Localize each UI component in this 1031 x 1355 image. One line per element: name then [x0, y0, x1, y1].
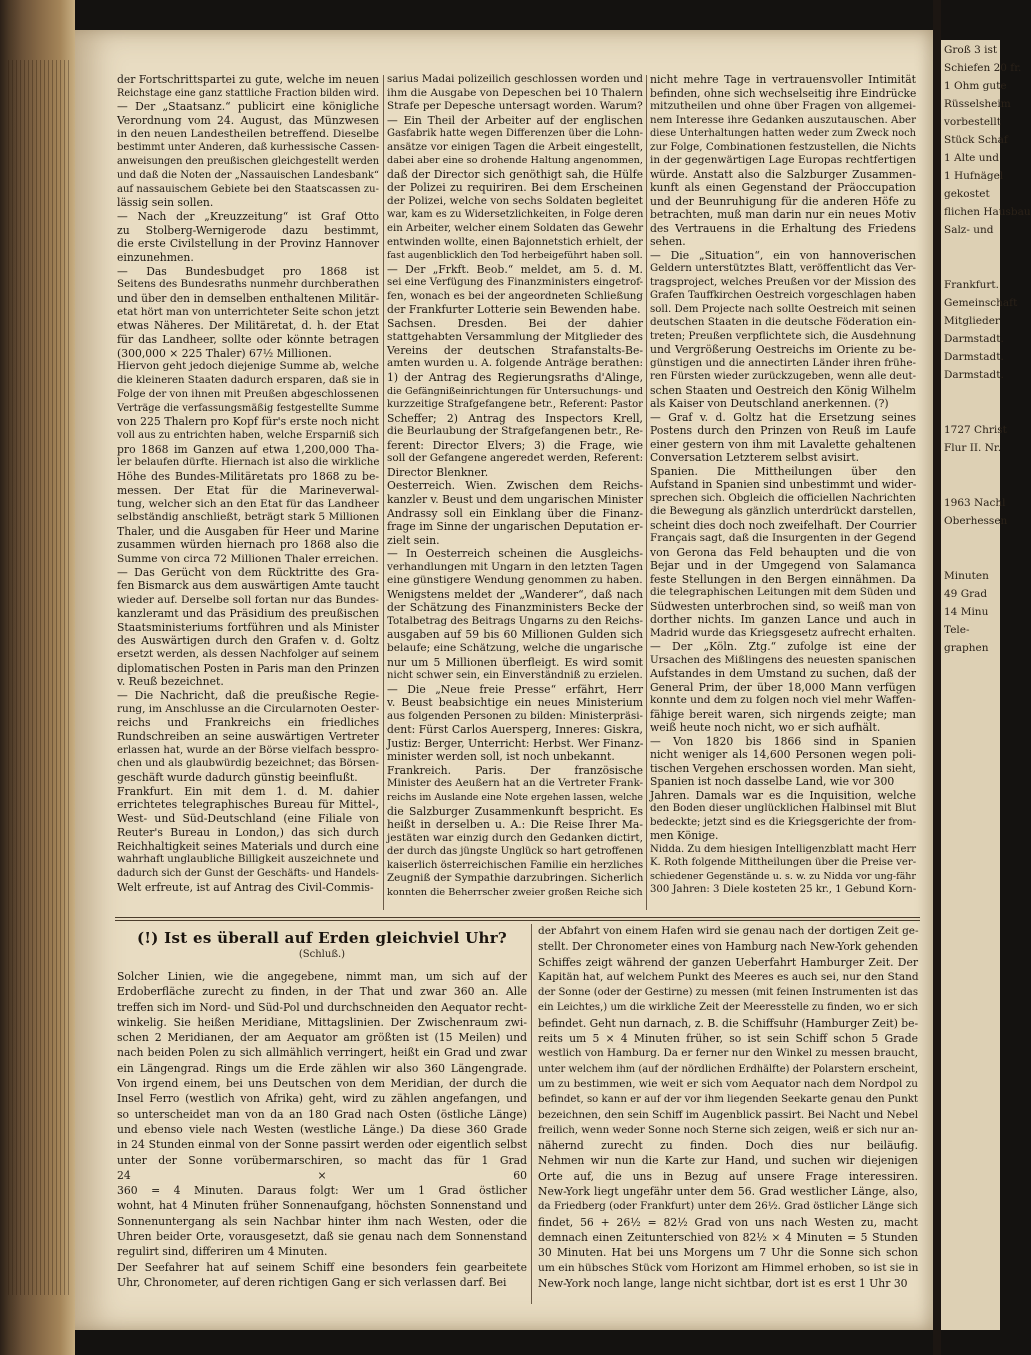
text-line: men Könige.: [650, 829, 719, 842]
text-line: ausgaben auf 59 bis 60 Millionen Gulden sich: [387, 628, 643, 642]
text-line: Uhr, Chronometer, auf deren richtigen Gang er sich verlassen darf. Bei: [117, 1275, 507, 1289]
text-line: würde. Anstatt also die Salzburger Zusammen-: [650, 167, 916, 181]
text-line: — In Oesterreich scheinen die Ausgleichs-: [387, 547, 643, 561]
text-line: Ursachen des Mißlingens des neuesten spanischen: [650, 653, 916, 666]
next-page-fragment: Groß 3 ist: [944, 44, 998, 56]
text-line: fähige bereit waren, sich nirgends zeigte; man: [650, 707, 916, 721]
text-line: auf nassauischem Gebiete bei den Staatscassen zu-: [117, 183, 379, 195]
text-line: sarius Madai polizeilich geschlossen worden und: [387, 73, 643, 85]
text-line: nur um 5 Millionen überfleigt. Es wird somit: [387, 655, 643, 669]
next-page-fragment: Darmstadt.: [944, 333, 1004, 345]
text-line: aus folgenden Personen zu bilden: Ministerpräsi-: [387, 709, 643, 722]
text-line: Thaler, und die Ausgaben für Heer und Marine: [117, 524, 379, 538]
next-page-fragment: 1 Hufnägel: [944, 170, 1004, 182]
text-line: und Vergrößerung Oestreichs im Oriente zu be-: [650, 343, 916, 356]
text-line: Aufstand in Spanien sind unbestimmt und wider-: [650, 478, 917, 491]
text-line: — Der „Köln. Ztg.“ zufolge ist eine der: [650, 640, 916, 653]
text-line: Solcher Linien, wie die angegebene, nimmt man, um sich auf der: [117, 970, 527, 983]
text-line: zur Folge, Combinationen festzustellen, die Nichts: [650, 140, 917, 153]
next-page-fragment: Rüsselsheim: [944, 98, 1011, 110]
text-line: Strafe per Depesche untersagt worden. Warum?: [387, 100, 643, 113]
text-line: Gasfabrik hatte wegen Differenzen über die Lohn-: [387, 128, 644, 140]
next-page-fragment: Darmstadt.: [944, 369, 1004, 381]
text-line: eine günstigere Wendung genommen zu haben.: [387, 574, 643, 587]
text-line: unter der Sonne vorübermarschiren, so macht das für 1 Grad: [117, 1153, 527, 1167]
text-line: Frankfurt. Ein mit dem 1. d. M. dahier: [117, 784, 379, 798]
text-line: reits um 5 × 4 Minuten früher, so ist sein Schiff schon 5 Grade: [538, 1032, 918, 1046]
text-line: bezeichnen, den sein Schiff im Augenblick passirt. Bei Nacht und Nebel: [538, 1108, 919, 1121]
text-line: Insel Ferro (westlich von Afrika) geht, wird zu zählen angefangen, und: [117, 1092, 527, 1106]
text-line: der durch das jüngste Unglück so hart getroffenen: [387, 846, 644, 858]
text-line: Reuter's Bureau in London,) das sich durch: [117, 825, 379, 839]
news-column-middle: [387, 73, 643, 903]
text-line: um zu bestimmen, wie weit er sich vom Aequator nach dem Nordpol zu: [538, 1077, 918, 1090]
next-page-fragment: Salz- und: [944, 224, 994, 236]
text-line: und ebenso viele nach Westen (westliche Länge.) Da diese 360 Grade: [117, 1122, 527, 1136]
text-line: Grafen Tauffkirchen Oestreich vorgeschlagen haben: [650, 290, 916, 301]
next-page-fragment: Stück Schaf: [944, 134, 1008, 146]
text-line: so unterscheidet man von da an 180 Grad nach Osten (östliche Länge): [117, 1107, 527, 1121]
text-line: etat hört man von unterrichteter Seite schon jetzt: [117, 305, 379, 318]
text-line: ihm die Ausgabe von Depeschen bei 10 Thalern: [387, 86, 643, 99]
text-line: New-York noch lange, lange nicht sichtbar, dort ist es erst 1 Uhr 30: [538, 1276, 908, 1290]
text-line: konnte und dem zu folgen noch viel mehr Waffen-: [650, 694, 916, 706]
text-line: errichtetes telegraphisches Bureau für Mittel-,: [117, 798, 379, 812]
text-line: zielt sein.: [387, 533, 440, 547]
text-line: kunft als einen Gegenstand der Präoccupation: [650, 181, 916, 194]
text-line: in der gegenwärtigen Lage Europas rechtfertigen: [650, 154, 917, 166]
text-line: wahrhaft unglaubliche Billigkeit auszeichnete und: [117, 853, 379, 866]
feuilleton-rule: [115, 917, 920, 918]
text-line: der Abfahrt von einem Hafen wird sie genau nach der dortigen Zeit ge-: [538, 925, 919, 937]
text-line: kanzler v. Beust und dem ungarischen Minister: [387, 492, 643, 506]
text-line: westlich von Hamburg. Da er ferner nur den Winkel zu messen braucht,: [538, 1047, 918, 1060]
text-line: demnach einen Zeitunterschied von 82½ × 4 Minuten = 5 Stunden: [538, 1230, 918, 1244]
text-line: der Fortschrittspartei zu gute, welche im neuen: [117, 73, 379, 86]
next-page-fragment: Minuten: [944, 570, 989, 582]
text-line: Verordnung vom 24. August, das Münzwesen: [117, 114, 379, 128]
text-line: die telegraphischen Leitungen mit dem Süden und: [650, 586, 917, 598]
text-line: v. Reuß bezeichnet.: [117, 675, 224, 689]
text-line: Kapitän hat, auf welchem Punkt des Meeres es auch sei, nur den Stand: [538, 970, 919, 983]
text-line: Scheffer; 2) Antrag des Inspectors Krell,: [387, 411, 643, 425]
text-line: nicht mehre Tage in vertrauensvoller Intimität: [650, 73, 916, 86]
next-page-fragment: Mitglieder: [944, 315, 1000, 327]
book-binding: [0, 0, 75, 1355]
text-line: Höhe des Bundes-Militäretats pro 1868 zu be-: [117, 469, 379, 483]
text-line: 24 × 60: [117, 1168, 527, 1182]
text-line: und der Beunruhigung für die anderen Höfe zu: [650, 194, 916, 208]
text-line: Bejar und in der Umgegend von Salamanca: [650, 559, 916, 572]
text-line: da Friedberg (oder Frankfurt) unter dem 26½. Grad östlicher Länge sich: [538, 1201, 918, 1213]
text-line: — Ein Theil der Arbeiter auf der englischen: [387, 113, 643, 127]
text-line: minister werden soll, ist noch unbekannt.: [387, 750, 615, 764]
text-line: heißt in derselben u. A.: Die Reise Ihrer Ma-: [387, 818, 643, 832]
text-line: v. Beust beabsichtige ein neues Ministerium: [387, 696, 643, 710]
text-line: — Die „Neue freie Presse“ erfährt, Herr: [387, 682, 643, 696]
text-line: winkelig. Sie heißen Meridiane, Mittagslinien. Der Zwischenraum zwi-: [117, 1015, 527, 1029]
text-line: wieder auf. Derselbe soll fortan nur das Bundes-: [117, 593, 379, 607]
text-line: konnten die Beherrscher zweier großen Reiche sich: [387, 886, 643, 898]
text-line: Sachsen. Dresden. Bei der dahier: [387, 316, 643, 330]
text-line: etwas Näheres. Der Militäretat, d. h. der Etat: [117, 319, 379, 333]
text-line: fen Bismarck aus dem auswärtigen Amte taucht: [117, 579, 380, 593]
text-line: wohnt, hat 4 Minuten früher Sonnenaufgang, höchsten Sonnenstand und: [117, 1199, 527, 1213]
next-page-fragment: Darmstadt.: [944, 351, 1004, 363]
next-page-fragment: 14 Minu: [944, 606, 989, 618]
text-line: die kleineren Staaten dadurch ersparen, daß sie in: [117, 375, 379, 387]
text-line: jestäten war einzig durch den Gedanken dictirt,: [387, 831, 643, 844]
text-line: — Der „Frkft. Beob.“ meldet, am 5. d. M.: [387, 262, 643, 276]
text-line: sehen.: [650, 235, 686, 248]
text-line: stellt. Der Chronometer eines von Hamburg nach New-York gehenden: [538, 940, 919, 954]
next-page-fragment: 1 Alte und: [944, 152, 999, 164]
text-line: Justiz: Berger, Unterricht: Herbst. Wer Finanz-: [387, 736, 644, 750]
text-line: die Beurlaubung der Strafgefangenen betr., Re-: [387, 425, 643, 438]
next-page-fragment: Flur II. Nr.: [944, 442, 1002, 454]
text-line: Madrid wurde das Kriegsgesetz aufrecht erhalten.: [650, 626, 916, 639]
text-line: K. Roth folgende Mittheilungen über die Preise ver-: [650, 857, 917, 868]
text-line: für das Landheer, sollte oder könnte betragen: [117, 333, 379, 347]
next-page-fragment: flichen Hausbau: [944, 206, 1031, 218]
text-line: Français sagt, daß die Insurgenten in der Gegend: [650, 532, 917, 544]
text-line: freilich, wenn weder Sonne noch Sterne sich zeigen, weiß er sich nur an-: [538, 1124, 918, 1136]
text-line: Erdoberfläche zurecht zu finden, in der That und zwar 360 an. Alle: [117, 985, 527, 999]
text-line: und daß die Noten der „Nassauischen Landesbank“: [117, 169, 379, 181]
text-line: treffen sich im Nord- und Süd-Pol und durchschneiden den Aequator recht-: [117, 1000, 527, 1014]
text-line: in 24 Stunden einmal von der Sonne passirt werden oder eigentlich selbst: [117, 1138, 527, 1152]
text-line: befinden, ohne sich wechselseitig ihre Eindrücke: [650, 86, 917, 100]
text-line: belaufe; eine Schätzung, welche die ungarische: [387, 641, 643, 654]
text-line: war, kam es zu Widersetzlichkeiten, in Folge deren: [387, 209, 644, 221]
next-page-fragment: Schiefen 20 fr.: [944, 62, 1022, 74]
text-line: Uhren beider Orte, vorausgesetzt, daß sie genau nach dem Sonnenstand: [117, 1230, 527, 1244]
text-line: Conversation Letzterem selbst avisirt.: [650, 451, 860, 464]
text-line: findet, 56 + 26½ = 82½ Grad von uns nach Westen zu, macht: [538, 1215, 918, 1229]
column-divider: [531, 924, 532, 1304]
text-line: Jahren. Damals war es die Inquisition, welche: [650, 788, 916, 802]
text-line: New-York liegt ungefähr unter dem 56. Grad westlicher Länge, also,: [538, 1185, 918, 1199]
text-line: Vereins der deutschen Strafanstalts-Be-: [387, 343, 643, 357]
feuilleton-column-right: [538, 924, 918, 1304]
text-line: von Gerona das Feld behaupten und die von: [650, 545, 916, 559]
text-line: nem Interesse ihre Gedanken auszutauschen. Aber: [650, 113, 916, 126]
text-line: unter welchem ihm (auf der nördlichen Erdhälfte) der Polarstern erscheint,: [538, 1063, 918, 1075]
next-page-fragment: Frankfurt.: [944, 279, 999, 291]
text-line: diese Unterhaltungen hatten weder zum Zweck noch: [650, 128, 916, 139]
feuilleton-rule: [115, 920, 920, 921]
text-line: der Schätzung des Finanzministers Becke der: [387, 601, 643, 615]
next-page-fragment: 1963 Nachl: [944, 497, 1006, 509]
text-line: von 225 Thalern pro Kopf für's erste noch nicht: [117, 415, 379, 429]
next-page-fragment: gekostet: [944, 188, 990, 200]
text-line: schen 2 Meridianen, der am Aequator am größten ist (15 Meilen) und: [117, 1031, 527, 1045]
text-line: sprechen sich. Obgleich die officiellen Nachrichten: [650, 492, 916, 504]
text-line: tragsproject, welches Preußen vor der Mission des: [650, 275, 917, 288]
text-line: Schiffes zeigt während der ganzen Ueberfahrt Hamburger Zeit. Der: [538, 955, 918, 969]
next-page-fragment: Gemeinschaft: [944, 297, 1018, 309]
text-line: Südwesten unterbrochen sind, so weiß man von: [650, 599, 916, 613]
text-line: Verträge die verfassungsmäßig festgestellte Summe: [117, 402, 379, 414]
text-line: Folge der von ihnen mit Preußen abgeschlossenen: [117, 388, 379, 400]
text-line: fen, wonach es bei der angeordneten Schließung: [387, 289, 643, 302]
text-line: erlassen hat, wurde an der Börse vielfach besspro-: [117, 744, 379, 756]
text-line: frage im Sinne der ungarischen Deputation er-: [387, 520, 643, 534]
text-line: tung, welcher sich an den Etat für das Landheer: [117, 497, 379, 511]
text-line: verhandlungen mit Ungarn in den letzten Tagen: [387, 560, 643, 573]
text-line: Spanien. Die Mittheilungen über den: [650, 464, 916, 478]
feuilleton-subtitle: (Schluß.): [298, 949, 346, 960]
text-line: Nehmen wir nun die Karte zur Hand, und suchen wir diejenigen: [538, 1154, 918, 1168]
text-line: General Prim, der über 18,000 Mann verfügen: [650, 680, 916, 694]
text-line: treten; Preußen verpflichtete sich, die Ausdehnung: [650, 330, 916, 342]
text-line: amten wurden u. A. folgende Anträge berathen:: [387, 357, 643, 370]
news-column-left: [117, 73, 379, 903]
text-line: dorther nichts. Im ganzen Lance und auch in: [650, 613, 916, 626]
text-line: Director Blenkner.: [387, 465, 489, 479]
text-line: die Bewegung als gänzlich unterdrückt darstellen,: [650, 505, 916, 517]
text-line: Orte auf, die uns in Bezug auf unsere Frage interessiren.: [538, 1169, 918, 1183]
text-line: (300,000 × 225 Thaler) 67½ Millionen.: [117, 346, 332, 360]
text-line: — Die Nachricht, daß die preußische Regie-: [117, 688, 379, 702]
text-line: der Frankfurter Lotterie sein Bewenden habe.: [387, 303, 641, 317]
text-line: geschäft wurde dadurch günstig beeinflußt.: [117, 771, 358, 785]
text-line: Aufstandes in dem Umstand zu suchen, daß der: [650, 667, 916, 680]
text-line: feste Stellungen in den Bergen einnähmen. Da: [650, 572, 916, 586]
text-line: Hiervon geht jedoch diejenige Summe ab, welche: [117, 360, 379, 373]
text-line: anweisungen den preußischen gleichgestellt werden: [117, 156, 379, 168]
text-line: befindet. Geht nun darnach, z. B. die Schiffsuhr (Hamburger Zeit) be-: [538, 1016, 919, 1030]
text-line: einer gestern von ihm mit Lavalette gehaltenen: [650, 437, 916, 451]
next-page-fragment: 49 Grad: [944, 588, 988, 600]
next-page-fragment: vorbestellt: [944, 116, 1001, 128]
text-line: scheint dies doch noch zweifelhaft. Der Courrier: [650, 518, 917, 532]
text-line: um ein hübsches Stück vom Horizont am Himmel erhoben, so ist sie in: [538, 1261, 919, 1274]
feuilleton-column-left: [117, 969, 527, 1299]
text-line: selbständig anschließt, beträgt stark 5 Millionen: [117, 511, 380, 523]
text-line: kanzleramt und das Präsidium des preußischen: [117, 606, 379, 620]
text-line: Welt erfreute, ist auf Antrag des Civil-Commis-: [117, 880, 374, 894]
text-line: messen. Der Etat für die Marineverwal-: [117, 483, 379, 497]
text-line: Reichstage eine ganz stattliche Fraction bilden wird.: [117, 87, 380, 99]
text-line: lässig sein sollen.: [117, 196, 214, 210]
next-page-fragment: Oberhessen: [944, 515, 1008, 527]
text-line: Staatsministeriums fortführen und als Minister: [117, 620, 379, 634]
text-line: reichs im Auslande eine Note ergehen lassen, welche: [387, 791, 643, 803]
text-line: schiedener Gegenstände u. s. w. zu Nidda vor ung-fähr: [650, 870, 916, 882]
text-line: daß der Director sich genöthigt sah, die Hülfe: [387, 167, 643, 181]
next-page-fragment: 1 Ohm gute: [944, 80, 1007, 92]
column-divider: [383, 75, 384, 910]
text-line: Wenigstens meldet der „Wanderer“, daß nach: [387, 587, 643, 601]
text-line: und über den in demselben enthaltenen Militär-: [117, 292, 380, 305]
text-line: Zeugniß der Sympathie darzubringen. Sicherlich: [387, 872, 644, 885]
text-line: — Nach der „Kreuzzeitung“ ist Graf Otto: [117, 209, 379, 223]
text-line: befindet, so kann er auf der vor ihm liegenden Seekarte genau den Punkt: [538, 1094, 918, 1106]
text-line: als Kaiser von Deutschland anerkennen. (?): [650, 397, 889, 410]
text-line: — Graf v. d. Goltz hat die Ersetzung seines: [650, 410, 916, 424]
text-line: der Polizei, welche von sechs Soldaten begleitet: [387, 194, 643, 207]
news-column-right: [650, 73, 916, 915]
text-line: Reichhaltigkeit seines Materials und durch eine: [117, 839, 379, 853]
text-line: Geldern unterstütztes Blatt, veröffentlicht das Ver-: [650, 262, 916, 274]
text-line: soll. Dem Projecte nach sollte Oestreich mit seinen: [650, 302, 916, 315]
text-line: 360 = 4 Minuten. Daraus folgt: Wer um 1 Grad östlicher: [117, 1184, 527, 1198]
text-line: Andrassy soll ein Einklang über die Finanz-: [387, 506, 643, 520]
text-line: nähernd zurecht zu finden. Doch dies nur beiläufig.: [538, 1139, 918, 1153]
text-line: diplomatischen Posten in Paris man den Prinzen: [117, 661, 380, 675]
text-line: betrachten, muß man darin nur ein neues Motiv: [650, 208, 916, 221]
text-line: dabei aber eine so drohende Haltung angenommen,: [387, 155, 643, 167]
text-line: Totalbetrag des Beitrags Ungarns zu den Reichs-: [387, 614, 643, 627]
text-line: 300 Jahren: 3 Diele kosteten 25 kr., 1 Gebund Korn-: [650, 884, 917, 895]
text-line: Der Seefahrer hat auf seinem Schiff eine besonders fein gearbeitete: [117, 1260, 527, 1274]
text-line: — Das Bundesbudget pro 1868 ist: [117, 264, 379, 278]
text-line: regulirt sind, differiren um 4 Minuten.: [117, 1245, 328, 1259]
text-line: den Boden dieser unglücklichen Halbinsel mit Blut: [650, 802, 917, 814]
text-line: des Auswärtigen durch den Grafen v. d. Goltz: [117, 634, 379, 648]
text-line: ler belaufen dürfte. Hiernach ist also die wirkliche: [117, 457, 380, 469]
text-line: Nidda. Zu dem hiesigen Intelligenzblatt macht Herr: [650, 843, 917, 855]
text-line: der Polizei zu requiriren. Bei dem Erscheinen: [387, 181, 643, 195]
next-page-fragment: 1727 Christ: [944, 424, 1007, 436]
next-page-fragment: Tele-: [944, 624, 970, 636]
text-line: ansätze vor einigen Tagen die Arbeit eingestellt,: [387, 140, 643, 153]
text-line: West- und Süd-Deutschland (eine Filiale von: [117, 812, 379, 826]
text-line: reichs und Frankreichs ein friedliches: [117, 716, 379, 730]
text-line: Postens durch den Prinzen von Reuß im Laufe: [650, 424, 916, 437]
text-line: dadurch sich der Gunst der Geschäfts- und Handels-: [117, 867, 379, 879]
text-line: ferent: Director Elvers; 3) die Frage, wie: [387, 438, 643, 452]
text-line: chen und als glaubwürdig bezeichnet; das Börsen-: [117, 758, 379, 770]
text-line: deutschen Staaten in die deutsche Föderation ein-: [650, 316, 917, 328]
text-line: 30 Minuten. Hat bei uns Morgens um 7 Uhr die Sonne sich schon: [538, 1246, 918, 1260]
next-page-edge: [941, 40, 1031, 1330]
text-line: Von irgend einem, bei uns Deutschen von dem Meridian, der durch die: [117, 1077, 527, 1091]
text-line: rung, im Anschlusse an die Circularnoten Oester-: [117, 702, 380, 715]
text-line: Sonnenuntergang als sein Nachbar hinter ihm nach Westen, oder die: [117, 1214, 527, 1228]
text-line: die Gefängnißeinrichtungen für Untersuchungs- und: [387, 385, 643, 397]
text-line: der Sonne (oder der Gestirne) zu messen (mit feinen Instrumenten ist das: [538, 987, 918, 999]
text-line: Spanien ist noch dasselbe Land, wie vor 300: [650, 775, 895, 788]
text-line: entwinden wollte, einen Bajonnetstich erhielt, der: [387, 236, 643, 248]
text-line: soll der Gefangene angeredet werden, Referent:: [387, 452, 644, 465]
text-line: bedeckte; jetzt sind es die Kriegsgerichte der from-: [650, 816, 917, 828]
text-line: 1) der Antrag des Regierungsraths d'Alinge,: [387, 371, 643, 385]
text-line: bestimmt unter Anderen, daß kurhessische Cassen-: [117, 142, 380, 154]
text-line: — Der „Staatsanz.“ publicirt eine königliche: [117, 100, 379, 114]
text-line: Oesterreich. Wien. Zwischen dem Reichs-: [387, 479, 643, 493]
text-line: des Vertrauens in die Erhaltung des Friedens: [650, 221, 916, 235]
text-line: fast augenblicklich den Tod herbeigeführt haben soll.: [387, 250, 643, 262]
text-line: stattgehabten Versammlung der Mitglieder des: [387, 330, 643, 344]
text-line: zu Stolberg-Wernigerode dazu bestimmt,: [117, 223, 379, 237]
text-line: Minister des Aeußern hat an die Vertreter Frank-: [387, 777, 644, 790]
text-line: ren Fürsten wieder zurückzugeben, wenn alle deut-: [650, 371, 916, 382]
page-gutter: [933, 0, 941, 1355]
text-line: Rundschreiben an seine auswärtigen Vertreter: [117, 730, 379, 743]
column-divider: [646, 75, 647, 910]
text-line: die Salzburger Zusammenkunft bespricht. Es: [387, 804, 643, 818]
text-line: mitzutheilen und ohne über Fragen von allgemei-: [650, 100, 916, 112]
text-line: Frankreich. Paris. Der französische: [387, 763, 643, 777]
text-line: sei eine Verfügung des Finanzministers eingetrof-: [387, 277, 644, 289]
text-line: die erste Civilstellung in der Provinz Hannover: [117, 237, 379, 251]
text-line: kurzzeitige Strafgefangene betr., Referent: Pastor: [387, 399, 643, 411]
text-line: ein Leichtes,) um die wirkliche Zeit der Meeresstelle zu finden, wo er sich: [538, 1002, 918, 1014]
text-line: ersetzt werden, als dessen Nachfolger auf seinem: [117, 647, 379, 660]
next-page-fragment: graphen: [944, 642, 989, 654]
text-line: schen Staaten und Oestreich den König Wilhelm: [650, 383, 916, 397]
text-line: dent: Fürst Carlos Auersperg, Inneres: Giskra,: [387, 723, 643, 737]
text-line: Seitens des Bundesraths nunmehr durchberathen: [117, 278, 380, 291]
text-line: — Das Gerücht von dem Rücktritte des Gra-: [117, 565, 379, 579]
text-line: tischen Vergehen erschossen worden. Man sieht,: [650, 761, 916, 775]
feuilleton-title: (!) Ist es überall auf Erden gleichviel Uhr?: [136, 929, 508, 947]
text-line: ein Längengrad. Rings um die Erde zählen wir also 360 Längengrade.: [117, 1061, 527, 1075]
text-line: weiß heute noch nicht, wo er sich aufhält.: [650, 721, 881, 734]
text-line: günstigen und die annectirten Länder ihren frühe-: [650, 356, 916, 369]
text-line: in den neuen Landestheilen betreffend. Dieselbe: [117, 127, 379, 140]
text-line: einzunehmen.: [117, 250, 194, 264]
text-line: — Die „Situation“, ein von hannoverischen: [650, 248, 916, 262]
text-line: Summe von circa 72 Millionen Thaler erreichen.: [117, 552, 379, 566]
text-line: nach beiden Polen zu sich allmählich verringert, heißt ein Grad und zwar: [117, 1046, 527, 1060]
text-line: — Von 1820 bis 1866 sind in Spanien: [650, 734, 916, 748]
text-line: nicht weniger als 14,600 Personen wegen poli-: [650, 748, 916, 761]
text-line: nicht schwer sein, ein Einverständniß zu erzielen.: [387, 670, 643, 682]
text-line: ein Arbeiter, welcher einem Soldaten das Gewehr: [387, 223, 644, 235]
text-line: voll aus zu entrichten haben, welche Ersparniß sich: [117, 429, 380, 441]
text-line: pro 1868 im Ganzen auf etwa 1,200,000 Tha-: [117, 442, 379, 456]
text-line: zusammen würden hiernach pro 1868 also die: [117, 538, 379, 552]
text-line: kaiserlich österreichischen Familie ein herzliches: [387, 859, 644, 871]
